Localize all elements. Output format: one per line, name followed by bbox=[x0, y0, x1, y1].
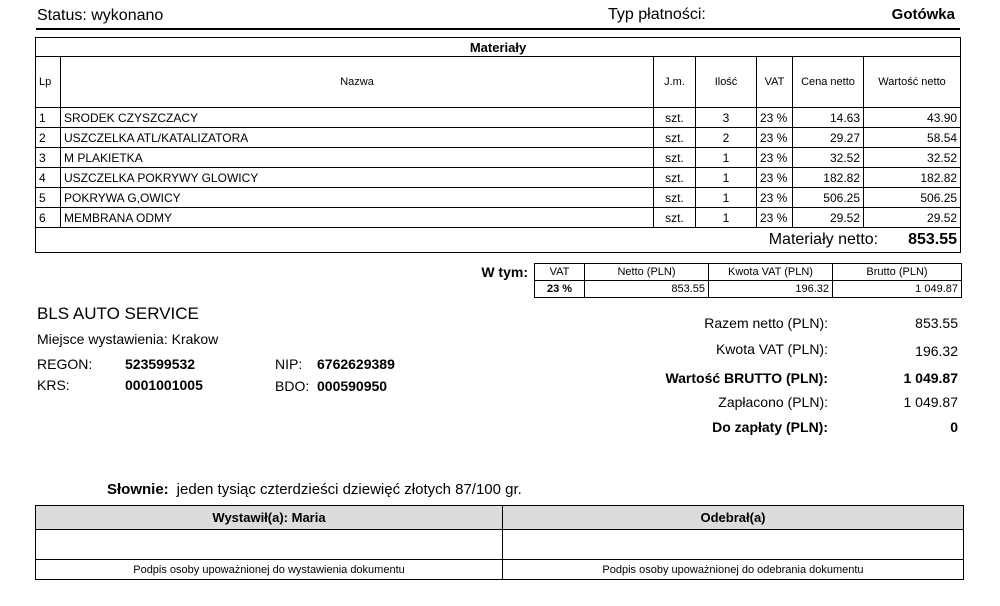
cell-price: 29.52 bbox=[793, 208, 864, 228]
cell-vat: 23 % bbox=[757, 188, 793, 208]
column-header-lp: Lp bbox=[36, 57, 61, 108]
cell-value: 32.52 bbox=[864, 148, 961, 168]
total-gross-label: Wartość BRUTTO (PLN): bbox=[665, 370, 828, 386]
bdo-value: 000590950 bbox=[317, 378, 388, 394]
vat-net: 853.55 bbox=[585, 281, 709, 298]
issuer-caption: Podpis osoby upoważnionej do wystawienia dokumentu bbox=[36, 560, 503, 580]
cell-unit: szt. bbox=[654, 128, 696, 148]
vat-gross: 1 049.87 bbox=[833, 281, 962, 298]
regon-value: 523599532 bbox=[125, 356, 196, 372]
cell-value: 29.52 bbox=[864, 208, 961, 228]
vat-col-gross: Brutto (PLN) bbox=[833, 264, 962, 281]
krs-value: 0001001005 bbox=[125, 377, 203, 393]
total-net-value: 853.55 bbox=[915, 315, 958, 331]
cell-lp: 2 bbox=[36, 128, 61, 148]
materials-net-row bbox=[36, 228, 961, 253]
cell-name: USZCZELKA POKRYWY GLOWICY bbox=[61, 168, 654, 188]
cell-qty: 1 bbox=[696, 148, 757, 168]
cell-vat: 23 % bbox=[757, 148, 793, 168]
table-row bbox=[36, 188, 961, 208]
cell-qty: 1 bbox=[696, 168, 757, 188]
cell-lp: 6 bbox=[36, 208, 61, 228]
amount-in-words-value: jeden tysiąc czterdzieści dziewięć złotych 87/100 gr. bbox=[176, 481, 522, 498]
cell-price: 506.25 bbox=[793, 188, 864, 208]
vat-summary-table bbox=[534, 263, 962, 298]
issue-place: Miejsce wystawienia: Krakow bbox=[37, 331, 219, 347]
cell-qty: 1 bbox=[696, 208, 757, 228]
payment-type-label: Typ płatności: bbox=[608, 6, 706, 23]
cell-price: 29.27 bbox=[793, 128, 864, 148]
cell-qty: 3 bbox=[696, 108, 757, 128]
paid-label: Zapłacono (PLN): bbox=[718, 394, 828, 410]
table-row bbox=[36, 148, 961, 168]
cell-vat: 23 % bbox=[757, 208, 793, 228]
vat-col-rate: VAT bbox=[535, 264, 585, 281]
column-header-net-price: Cena netto bbox=[793, 57, 864, 108]
krs-label: KRS: bbox=[37, 377, 70, 393]
cell-unit: szt. bbox=[654, 168, 696, 188]
cell-value: 43.90 bbox=[864, 108, 961, 128]
cell-name: USZCZELKA ATL/KATALIZATORA bbox=[61, 128, 654, 148]
cell-vat: 23 % bbox=[757, 108, 793, 128]
receiver-signature-area bbox=[503, 530, 964, 560]
amount-in-words bbox=[107, 481, 522, 498]
paid-value: 1 049.87 bbox=[903, 394, 958, 410]
column-header-name: Nazwa bbox=[61, 57, 654, 108]
nip-label: NIP: bbox=[275, 356, 303, 372]
cell-unit: szt. bbox=[654, 208, 696, 228]
cell-lp: 4 bbox=[36, 168, 61, 188]
signature-table bbox=[35, 505, 964, 580]
column-header-unit: J.m. bbox=[654, 57, 696, 108]
cell-name: MEMBRANA ODMY bbox=[61, 208, 654, 228]
vat-amount: 196.32 bbox=[709, 281, 833, 298]
payment-type-value: Gotówka bbox=[891, 6, 955, 23]
cell-name: POKRYWA G,OWICY bbox=[61, 188, 654, 208]
total-vat-value: 196.32 bbox=[915, 343, 958, 359]
cell-value: 506.25 bbox=[864, 188, 961, 208]
total-gross-value: 1 049.87 bbox=[903, 370, 958, 386]
nip-value: 6762629389 bbox=[317, 356, 395, 372]
materials-title: Materiały bbox=[36, 38, 961, 57]
table-row bbox=[36, 168, 961, 188]
cell-vat: 23 % bbox=[757, 168, 793, 188]
company-name: BLS AUTO SERVICE bbox=[37, 304, 199, 323]
vat-rate: 23 % bbox=[535, 281, 585, 298]
materials-table bbox=[35, 37, 961, 253]
cell-name: M PLAKIETKA bbox=[61, 148, 654, 168]
issuer-heading: Wystawił(a): Maria bbox=[36, 506, 503, 530]
cell-qty: 2 bbox=[696, 128, 757, 148]
due-label: Do zapłaty (PLN): bbox=[712, 419, 828, 435]
table-row bbox=[535, 281, 962, 298]
cell-value: 58.54 bbox=[864, 128, 961, 148]
bdo-label: BDO: bbox=[275, 378, 310, 394]
vat-summary-label: W tym: bbox=[481, 264, 528, 280]
receiver-caption: Podpis osoby upoważnionej do odebrania dokumentu bbox=[503, 560, 964, 580]
cell-price: 32.52 bbox=[793, 148, 864, 168]
table-row bbox=[36, 208, 961, 228]
column-header-vat: VAT bbox=[757, 57, 793, 108]
cell-unit: szt. bbox=[654, 188, 696, 208]
status-text: Status: wykonano bbox=[37, 7, 164, 24]
receiver-heading: Odebrał(a) bbox=[503, 506, 964, 530]
cell-vat: 23 % bbox=[757, 128, 793, 148]
cell-value: 182.82 bbox=[864, 168, 961, 188]
due-value: 0 bbox=[950, 419, 958, 435]
regon-label: REGON: bbox=[37, 356, 93, 372]
cell-price: 182.82 bbox=[793, 168, 864, 188]
vat-col-net: Netto (PLN) bbox=[585, 264, 709, 281]
table-row bbox=[36, 108, 961, 128]
cell-lp: 3 bbox=[36, 148, 61, 168]
cell-price: 14.63 bbox=[793, 108, 864, 128]
table-row bbox=[36, 128, 961, 148]
amount-in-words-label: Słownie: bbox=[107, 481, 169, 498]
cell-unit: szt. bbox=[654, 148, 696, 168]
total-vat-label: Kwota VAT (PLN): bbox=[715, 341, 828, 357]
column-header-qty: Ilość bbox=[696, 57, 757, 108]
materials-net-label: Materiały netto: bbox=[768, 231, 879, 248]
vat-col-amount: Kwota VAT (PLN) bbox=[709, 264, 833, 281]
cell-lp: 5 bbox=[36, 188, 61, 208]
total-net-label: Razem netto (PLN): bbox=[704, 315, 828, 331]
cell-name: SRODEK CZYSZCZACY bbox=[61, 108, 654, 128]
cell-qty: 1 bbox=[696, 188, 757, 208]
cell-lp: 1 bbox=[36, 108, 61, 128]
cell-unit: szt. bbox=[654, 108, 696, 128]
column-header-net-value: Wartość netto bbox=[864, 57, 961, 108]
header-divider bbox=[36, 28, 960, 30]
materials-net-value: 853.55 bbox=[908, 231, 958, 248]
issuer-signature-area bbox=[36, 530, 503, 560]
